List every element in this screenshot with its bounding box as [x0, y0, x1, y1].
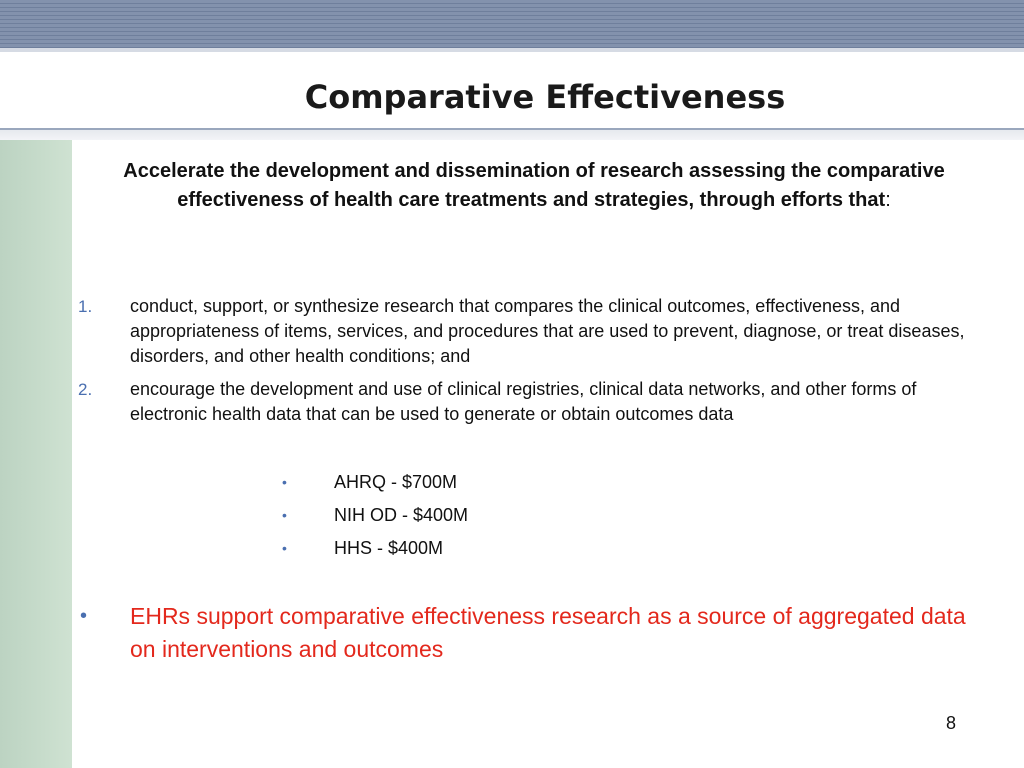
list-item-text: encourage the development and use of clinical registries, clinical data networks, and other forms of electronic health data that can be used to generate or obtain outcomes data — [130, 379, 917, 424]
left-sidebar-strip — [0, 140, 72, 768]
title-separator — [0, 128, 1024, 140]
list-item-text: conduct, support, or synthesize research that compares the clinical outcomes, effectiveness, and appropriateness of items, services, and procedures that are used to prevent, diagnose, or treat diseases, disorders, and other health conditions; and — [130, 296, 965, 366]
list-item — [78, 294, 998, 369]
bullet-icon: • — [80, 605, 88, 627]
list-number: 1. — [78, 297, 93, 316]
slide-title: Comparative Effectiveness — [304, 78, 786, 116]
ehr-note-text: EHRs support comparative effectiveness research as a source of aggregated data on interventions and outcomes — [130, 603, 966, 662]
funding-text: AHRQ - $700M — [334, 472, 458, 492]
funding-item — [282, 532, 468, 565]
funding-list — [282, 466, 468, 565]
funding-text: NIH OD - $400M — [334, 505, 469, 525]
bullet-icon: • — [282, 474, 287, 490]
intro-bold-text: Accelerate the development and dissemination of research assessing the comparative effectiveness of health care treatments and strategies, through efforts that — [123, 160, 945, 211]
list-number: 2. — [78, 380, 93, 399]
intro-suffix: : — [885, 189, 891, 211]
page-number: 8 — [946, 713, 957, 733]
header-stripe-band — [0, 0, 1024, 52]
numbered-list — [78, 294, 998, 435]
funding-item — [282, 466, 468, 499]
ehr-note — [78, 600, 978, 666]
funding-text: HHS - $400M — [334, 538, 444, 558]
funding-item — [282, 499, 468, 532]
intro-statement — [84, 157, 984, 215]
bullet-icon: • — [282, 540, 287, 556]
bullet-icon: • — [282, 507, 287, 523]
list-item — [78, 377, 998, 427]
